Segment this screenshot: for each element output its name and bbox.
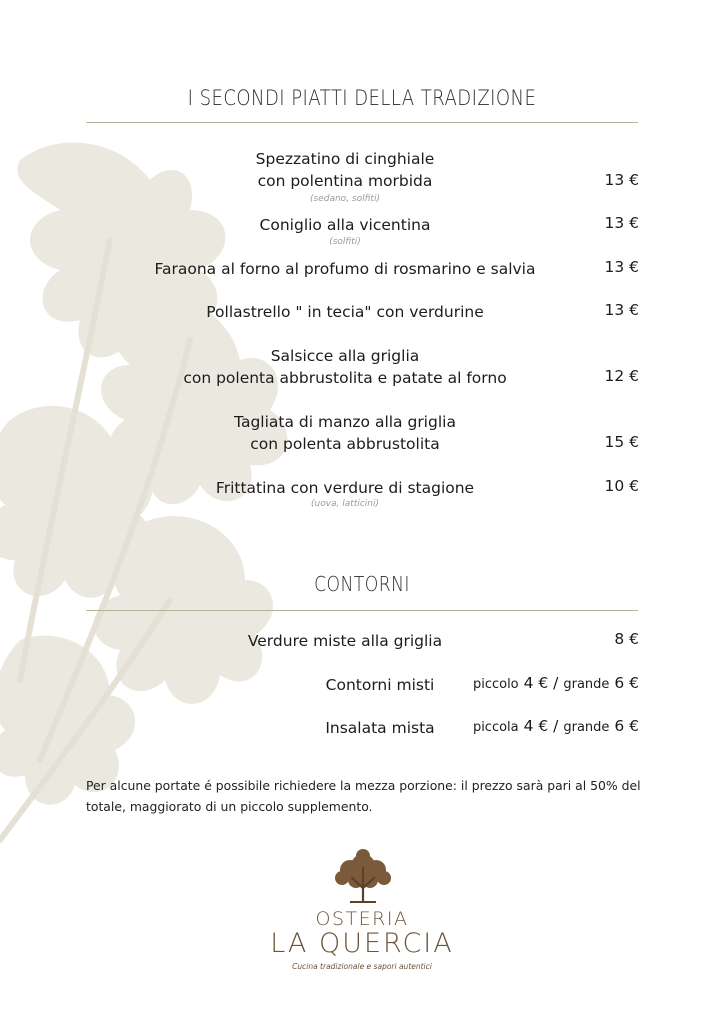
- half-portion-note: Per alcune portate é possibile richiedere la mezza porzione: il prezzo sarà pari al 50% del totale, maggiorato di un piccolo supplemento.: [86, 778, 641, 814]
- dish-line: Spezzatino di cinghiale: [255, 150, 435, 168]
- dish-coniglio-allergens: (solfiti): [329, 237, 361, 247]
- dish-coniglio-price: 13 €: [604, 214, 639, 232]
- dish-line: Insalata mista: [325, 719, 435, 737]
- dish-line: con polenta abbrustolita: [250, 435, 440, 453]
- dish-line: Frittatina con verdure di stagione: [215, 479, 475, 497]
- dish-pollastrello-name: [120, 301, 570, 323]
- size-large-label: grande: [563, 677, 610, 692]
- size-small-label: piccola: [472, 720, 519, 735]
- dish-salsicce-name: [120, 345, 570, 389]
- secondi-title: I SECONDI PIATTI DELLA TRADIZIONE: [187, 86, 537, 110]
- contorni-title: CONTORNI: [314, 572, 410, 596]
- dish-faraona-price: 13 €: [604, 258, 639, 276]
- contorni-divider: [86, 610, 638, 611]
- logo-osteria: OSTERIA: [315, 908, 409, 930]
- dish-spezzatino-name: [120, 148, 570, 192]
- dish-frittatina-price: 10 €: [604, 477, 639, 495]
- dish-pollastrello-price: 13 €: [604, 301, 639, 319]
- size-small-label: piccolo: [472, 677, 519, 692]
- dish-line: Tagliata di manzo alla griglia: [234, 413, 456, 431]
- contorno-verdure-name: [120, 630, 570, 652]
- logo-tagline: Cucina tradizionale e sapori autentici: [292, 962, 432, 971]
- dish-frittatina-name: [120, 477, 570, 499]
- contorno-misti-price: [473, 674, 639, 692]
- size-separator: /: [553, 674, 559, 692]
- dish-faraona-name: [112, 258, 578, 280]
- oak-tree-logo-icon: [332, 848, 394, 904]
- dish-spezzatino-price: 13 €: [604, 171, 639, 189]
- dish-salsicce-price: 12 €: [604, 367, 639, 385]
- size-large-label: grande: [563, 720, 610, 735]
- size-large-price: 6 €: [614, 717, 639, 735]
- dish-line: Faraona al forno al profumo di rosmarino e salvia: [154, 260, 536, 278]
- dish-line: Verdure miste alla griglia: [247, 632, 443, 650]
- dish-line: Salsicce alla griglia: [270, 347, 420, 365]
- dish-tagliata-price: 15 €: [604, 433, 639, 451]
- dish-line: Coniglio alla vicentina: [259, 216, 431, 234]
- size-large-price: 6 €: [614, 674, 639, 692]
- secondi-divider: [86, 122, 638, 123]
- dish-coniglio-name: [120, 214, 570, 236]
- size-separator: /: [553, 717, 559, 735]
- size-small-price: 4 €: [523, 717, 549, 735]
- dish-spezzatino-allergens: (sedano, solfiti): [310, 194, 380, 204]
- dish-line: Pollastrello " in tecia" con verdurine: [206, 303, 484, 321]
- logo-la-quercia: LA QUERCIA: [270, 928, 454, 959]
- dish-line: Contorni misti: [325, 676, 435, 694]
- dish-frittatina-allergens: (uova, latticini): [310, 499, 380, 509]
- size-small-price: 4 €: [523, 674, 549, 692]
- contorno-insalata-name: [270, 717, 490, 739]
- contorno-misti-name: [270, 674, 490, 696]
- dish-tagliata-name: [120, 411, 570, 455]
- dish-line: con polenta abbrustolita e patate al forno: [183, 369, 507, 387]
- contorno-verdure-price: 8 €: [614, 630, 639, 648]
- dish-line: con polentina morbida: [257, 172, 433, 190]
- contorno-insalata-price: [473, 717, 639, 735]
